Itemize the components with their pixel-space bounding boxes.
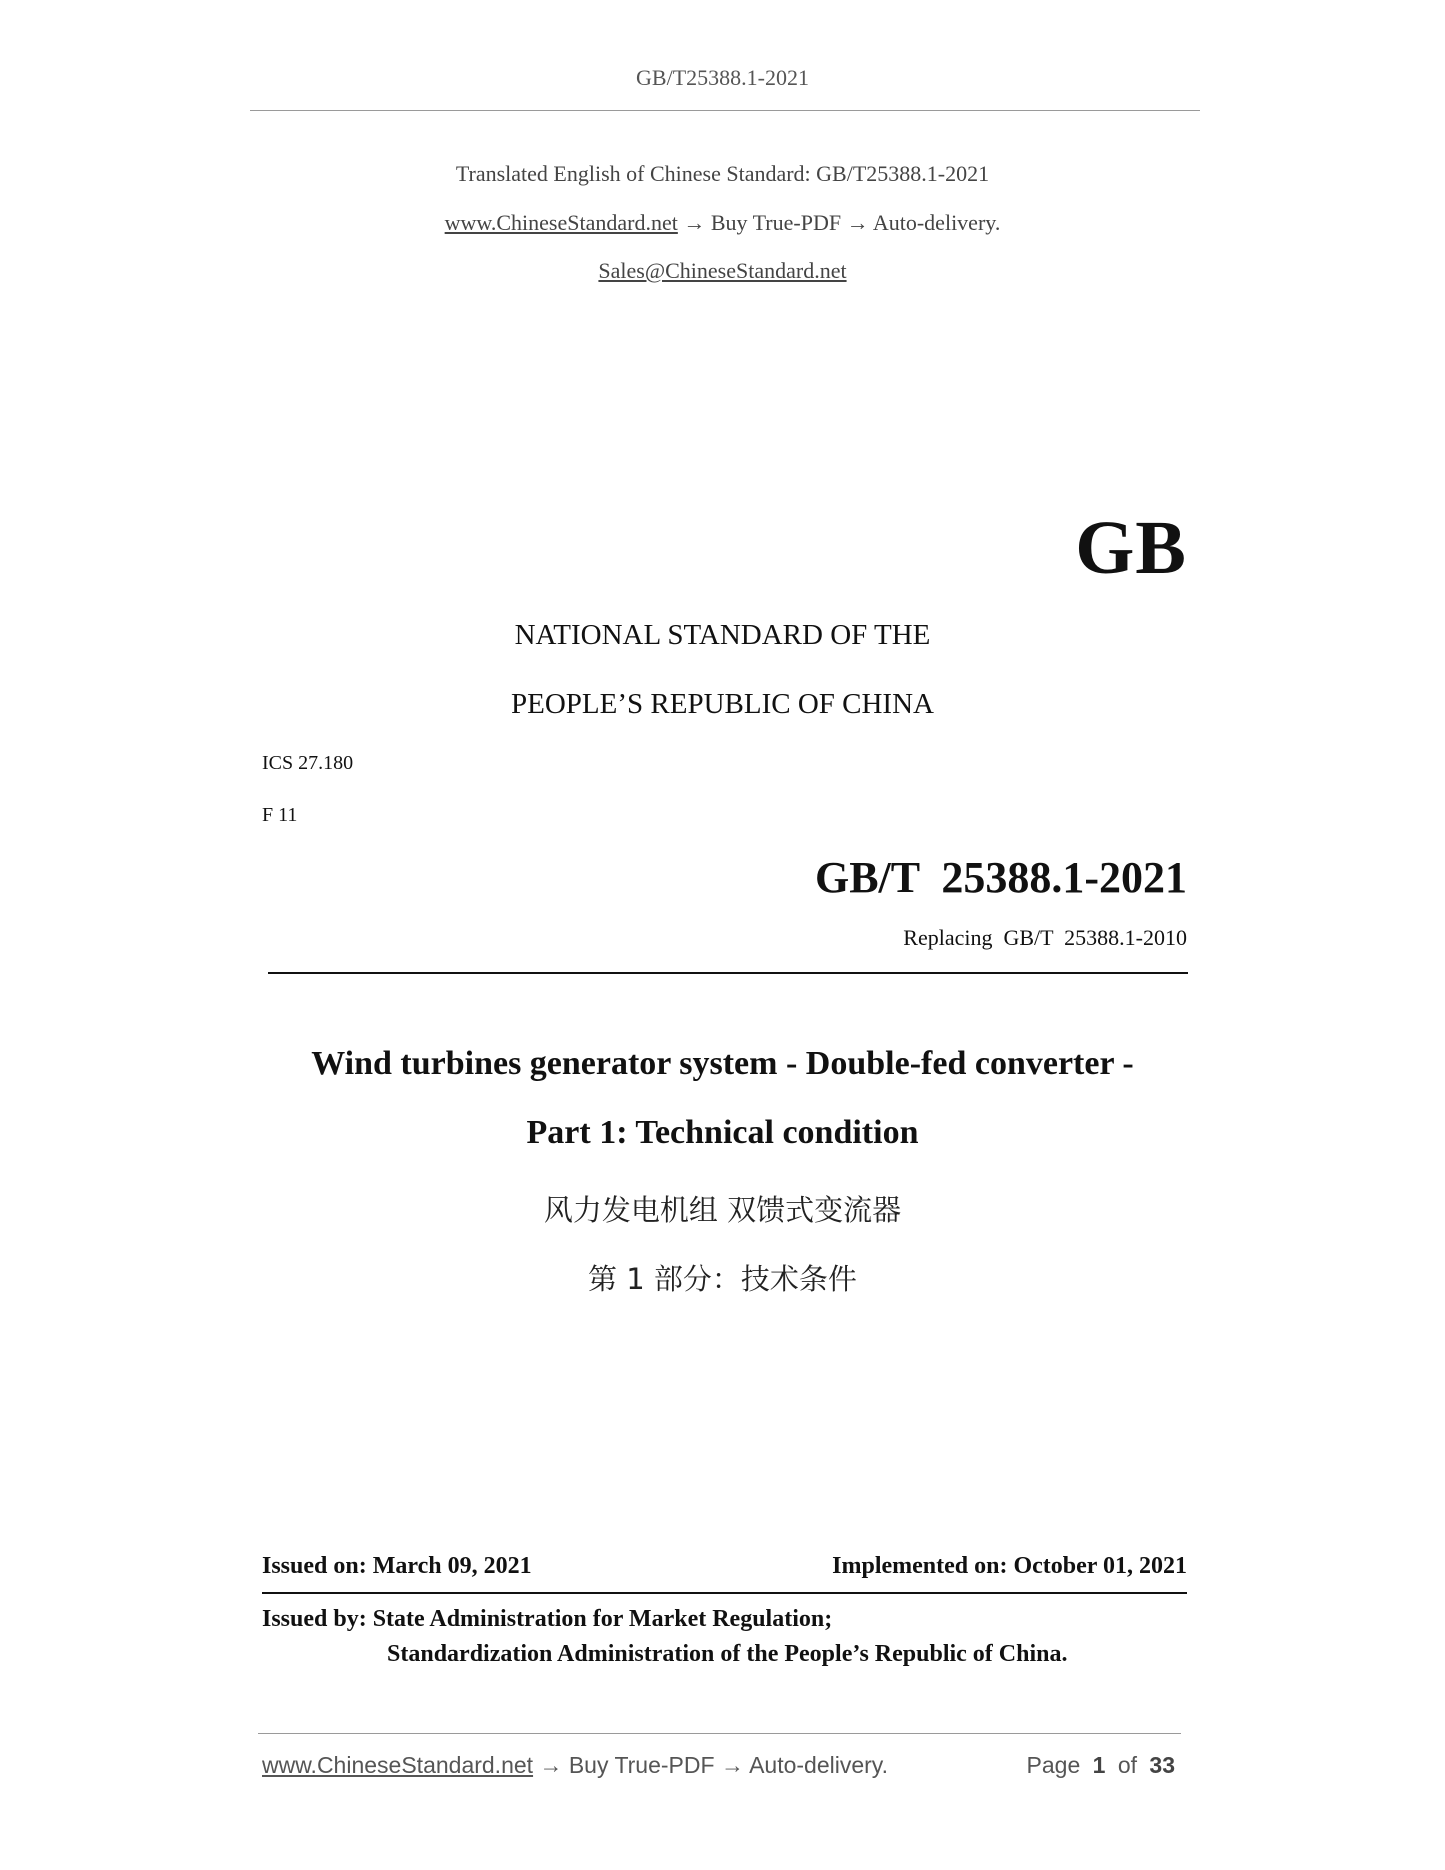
buy-true-pdf-text: Buy True-PDF <box>710 210 842 235</box>
issued-on-date: Issued on: March 09, 2021 <box>262 1553 532 1579</box>
footer-divider <box>258 1733 1181 1734</box>
arrow-right-icon: → <box>539 1752 563 1778</box>
footer-purchase-line <box>262 1752 888 1779</box>
header-divider <box>250 110 1200 111</box>
national-standard-line2: PEOPLE’S REPUBLIC OF CHINA <box>511 688 934 720</box>
chinese-title-line2: 第 1 部分：技术条件 <box>588 1262 857 1296</box>
of-label: of <box>1117 1752 1138 1778</box>
dates-divider <box>262 1592 1187 1594</box>
arrow-right-icon: → <box>683 210 706 235</box>
footer-buy-text: Buy True-PDF <box>568 1752 715 1778</box>
page-label: Page <box>1026 1752 1081 1778</box>
auto-delivery-text: Auto-delivery. <box>872 210 1001 235</box>
email-line <box>300 258 1145 284</box>
title-divider <box>268 972 1188 974</box>
issued-by-line1: Issued by: State Administration for Market Regulation; <box>262 1606 833 1632</box>
chinese-title-line1: 风力发电机组 双馈式变流器 <box>543 1193 902 1227</box>
page-number: 1 <box>1092 1752 1106 1778</box>
national-standard-line1: NATIONAL STANDARD OF THE <box>514 619 931 651</box>
english-title-line2: Part 1: Technical condition <box>526 1114 919 1151</box>
running-header: GB/T25388.1-2021 <box>636 65 809 90</box>
sales-email-link[interactable]: Sales@ChineseStandard.net <box>598 258 847 283</box>
arrow-right-icon: → <box>720 1752 744 1778</box>
implemented-on-date: Implemented on: October 01, 2021 <box>832 1553 1187 1579</box>
english-title-line1: Wind turbines generator system - Double-fed converter - <box>311 1045 1134 1082</box>
issued-by-line2: Standardization Administration of the People’s Republic of China. <box>387 1641 1068 1667</box>
replacing-standard: Replacing GB/T 25388.1-2010 <box>903 925 1187 950</box>
arrow-right-icon: → <box>846 210 869 235</box>
gb-logo: GB <box>1075 506 1187 590</box>
standard-number: GB/T 25388.1-2021 <box>814 853 1187 902</box>
ccs-code: F 11 <box>262 804 298 826</box>
translation-notice: Translated English of Chinese Standard: GB/T25388.1-2021 <box>455 161 990 186</box>
site-link[interactable]: www.ChineseStandard.net <box>444 210 678 235</box>
purchase-line <box>300 210 1145 236</box>
page-indicator <box>1027 1752 1175 1779</box>
footer-site-link[interactable]: www.ChineseStandard.net <box>262 1752 534 1778</box>
page-total: 33 <box>1149 1752 1175 1778</box>
footer-auto-text: Auto-delivery. <box>749 1752 888 1778</box>
ics-code: ICS 27.180 <box>262 752 354 774</box>
